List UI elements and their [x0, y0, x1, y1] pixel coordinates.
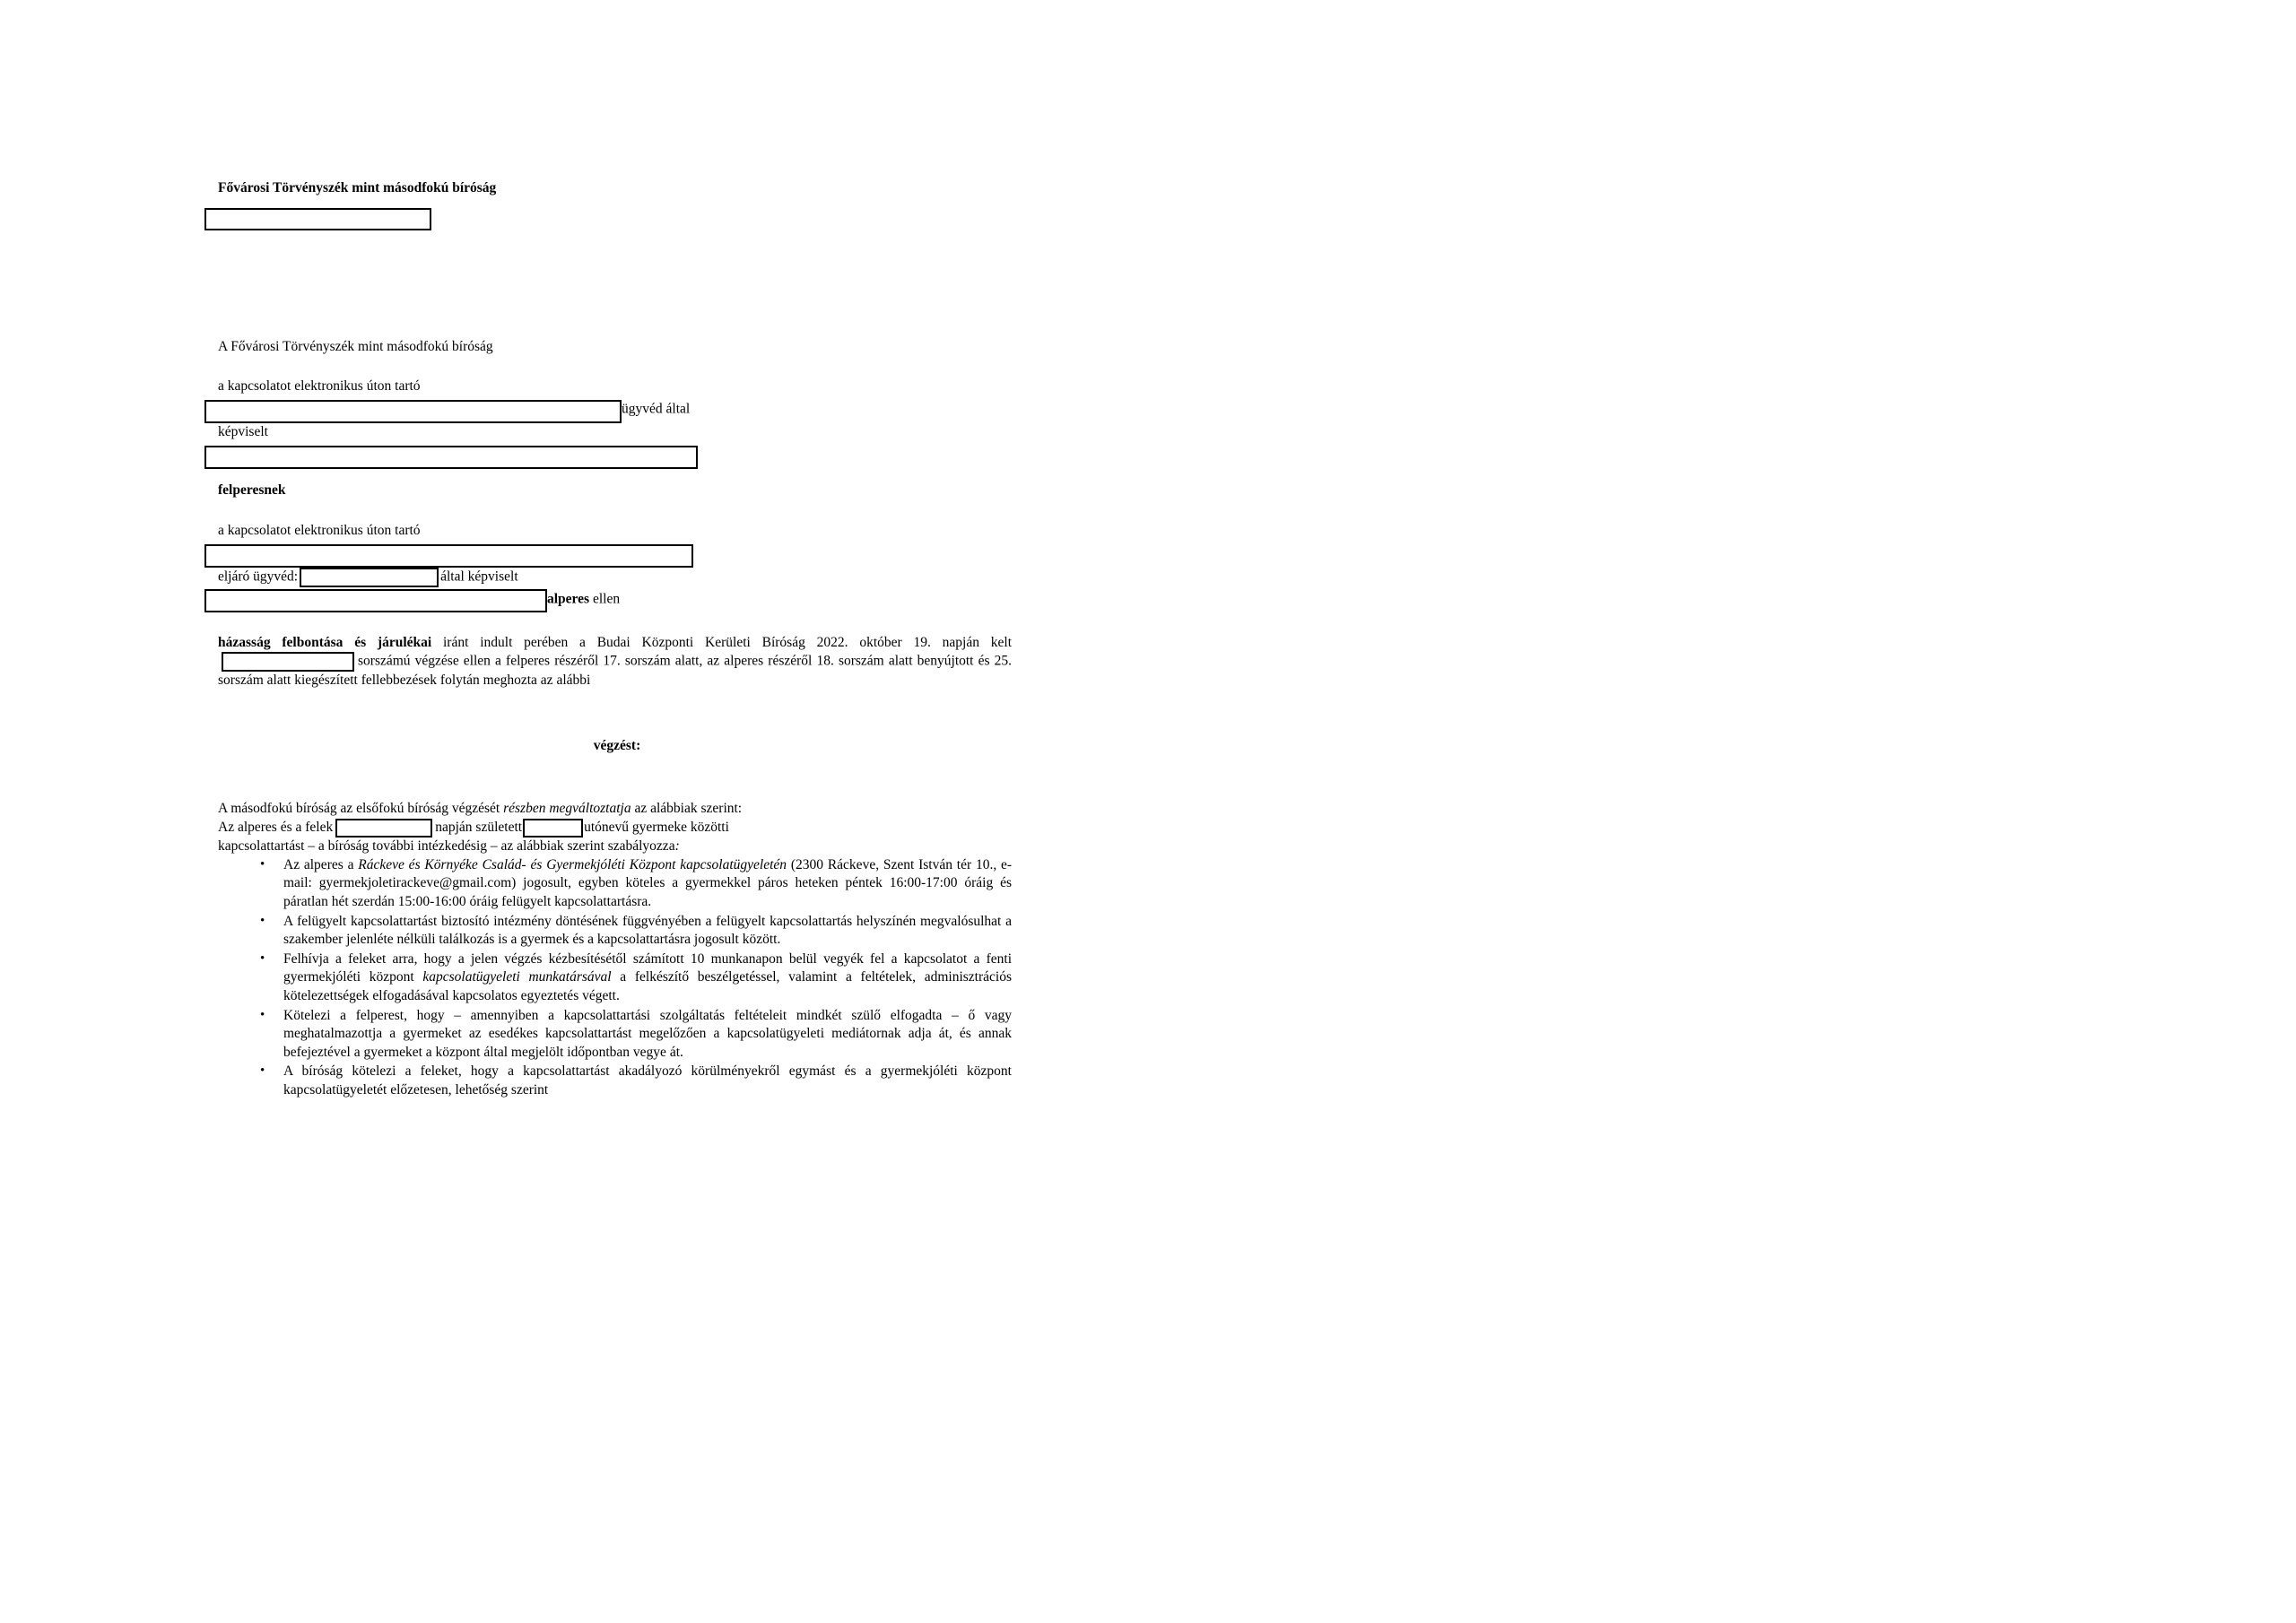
- bullet-2-pre: Felhívja a feleket arra, hogy a jelen végzés kézbesítésétől számított 10 munkanapon belül vegyék fel a kapcsolatot a fenti gyermekjóléti központ: [283, 950, 1012, 985]
- bullet-2-italic: kapcsolatügyeleti munkatársával: [422, 969, 612, 985]
- decision-intro-italic: részben megváltoztatja: [503, 801, 631, 817]
- plaintiff-redaction-row: [204, 396, 1012, 423]
- decision-intro-line2-b: napján született: [435, 820, 523, 836]
- bullet-4-pre: A bíróság kötelezi a feleket, hogy a kapcsolattartást akadályozó körülményekről egymást és a gyermekjóléti központ kapcsolatügyeletét előzetesen, lehetőség szerint: [283, 1063, 1012, 1098]
- court-header-title: Fővárosi Törvényszék mint másodfokú bíróság: [218, 180, 497, 195]
- gap-after-intro: [204, 356, 1012, 378]
- document-body: [204, 179, 1012, 1101]
- plaintiff-line-1: a kapcsolatot elektronikus úton tartó: [218, 378, 421, 395]
- list-item: [283, 1063, 1012, 1099]
- case-paragraph: [218, 634, 1012, 690]
- defendant-attorney-suffix: által képviselt: [440, 568, 518, 585]
- court-intro-line: A Fővárosi Törvényszék mint másodfokú bíróság: [218, 338, 493, 354]
- bullet-3-pre: Kötelezi a felperest, hogy – amennyiben a kapcsolattartási szolgáltatás feltételeit mindkét szülő elfogadta – ő vagy meghatalmazottja a gyermeket az esedékes kapcsolattartást megelőzően a kapcsolatügyeleti mediátornak adja át, és annak befejeztével a gyermeket a központ által megjelölt időpontban vegye át.: [283, 1007, 1012, 1060]
- defendant-line-1: a kapcsolatot elektronikus úton tartó: [218, 523, 421, 539]
- decision-title: végzést:: [593, 737, 641, 753]
- redaction-plaintiff-box-2: [204, 446, 698, 469]
- list-item: [283, 1007, 1012, 1063]
- plaintiff-attorney-suffix: ügyvéd által: [622, 401, 691, 417]
- case-part-4: részéről 17. sorszám alatt, az alperes részéről 18. sorszám alatt benyújtott és 25. sorszám alatt: [218, 653, 1012, 689]
- redaction-header-box: [204, 208, 431, 230]
- defendant-redaction-row-2: [204, 587, 1012, 612]
- decision-intro: [218, 800, 1012, 819]
- defendant-role-label: alperes: [547, 591, 590, 607]
- redaction-defendant-box-1: [204, 544, 693, 568]
- bullet-0-italic: Ráckeve és Környéke Család- és Gyermekjóléti Központ kapcsolatügyeletén: [358, 856, 787, 872]
- defendant-role-suffix: ellen: [592, 591, 621, 607]
- bullet-0-pre: Az alperes a: [283, 856, 354, 872]
- case-part-3: sorszámú végzése ellen a felperes: [358, 653, 551, 669]
- redaction-defendant-attorney-box: [300, 568, 439, 587]
- redaction-birth-date-box: [335, 819, 432, 838]
- plaintiff-line-2: képviselt: [218, 423, 268, 439]
- defendant-attorney-row: [218, 568, 1012, 587]
- case-part-5: kiegészített fellebbezések folytán meghozta az alábbi: [294, 673, 591, 689]
- decision-intro-line2-a: Az alperes és a felek: [218, 820, 334, 836]
- decision-intro-line-2: [218, 819, 1012, 838]
- gap-after-felperesnek: [204, 500, 1012, 522]
- header-spacer: [204, 230, 1012, 338]
- bullet-0-post: (2300 Ráckeve, Szent István tér 10., e-mail: gyermekjoletirackeve@gmail.com) jogosult, egyben köteles a gyermekkel páros heteken péntek 16:00-17:00 óráig és páratlan hét szerdán 15:00-16:00 óráig felügyelt kapcsolattartásra.: [283, 856, 1013, 909]
- gap-before-felperesnek: [204, 469, 1012, 482]
- decision-intro-part-1: A másodfokú bíróság az elsőfokú bíróság végzését: [218, 801, 500, 817]
- defendant-attorney-label: eljáró ügyvéd:: [218, 568, 299, 585]
- list-item: [283, 913, 1012, 950]
- case-part-1: iránt indult perében a Budai Központi Kerületi Bíróság: [443, 634, 805, 650]
- gap-before-case-paragraph: [204, 612, 1012, 634]
- plaintiff-redaction-row-2: [204, 441, 1012, 469]
- case-subject: házasság felbontása és járulékai: [218, 634, 432, 650]
- defendant-redaction-row-1: [204, 541, 1012, 568]
- list-item: [283, 950, 1012, 1006]
- list-item: [283, 856, 1012, 912]
- decision-intro-part-2: az alábbiak szerint:: [634, 801, 743, 817]
- decision-bullet-list: [204, 856, 1012, 1100]
- decision-intro-line-3: [218, 838, 1012, 856]
- redaction-plaintiff-box-1: [204, 400, 622, 423]
- bullet-1-pre: A felügyelt kapcsolattartást biztosító intézmény döntésének függvényében a felügyelt kapcsolattartás helyszínén megvalósulhat a szakember jelenléte nélküli találkozás is a gyermek és a kapcsolattartásra jogosult között.: [283, 913, 1012, 948]
- redaction-case-number-box: [222, 652, 354, 672]
- redaction-defendant-box-2: [204, 589, 547, 612]
- plaintiff-role-label: felperesnek: [218, 482, 286, 499]
- case-part-2: 2022. október 19. napján kelt: [816, 634, 1013, 650]
- decision-intro-line2-c: utónevű gyermeke közötti: [584, 820, 729, 836]
- decision-intro-line3-b: :: [674, 838, 680, 855]
- bullet-2-post: a felkészítő beszélgetéssel, valamint a feltételek, adminisztrációs kötelezettségek elfogadásával kapcsolatos egyeztetés végett.: [283, 969, 1013, 1003]
- decision-intro-line3-a: kapcsolattartást – a bíróság további intézkedésig – az alábbiak szerint szabályozza: [218, 838, 675, 855]
- redaction-child-name-box: [523, 819, 583, 838]
